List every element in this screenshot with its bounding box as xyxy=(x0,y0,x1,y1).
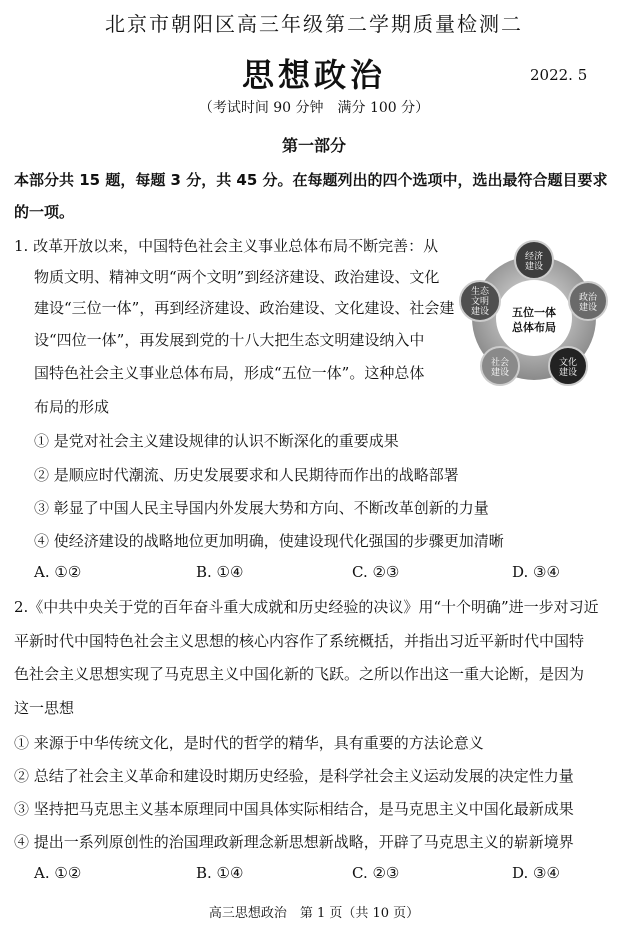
svg-text:建设: 建设 xyxy=(490,368,510,378)
subject-title: 思想政治 xyxy=(241,56,386,94)
svg-text:建设: 建设 xyxy=(470,307,490,317)
q1-choice-d[interactable]: D. ③④ xyxy=(512,563,560,581)
q1-stem-line: 1. 改革开放以来，中国特色社会主义事业总体布局不断完善：从 xyxy=(14,237,439,255)
svg-text:文化: 文化 xyxy=(558,358,578,368)
part-title: 第一部分 xyxy=(281,136,346,155)
q1-option: ① 是党对社会主义建设规律的认识不断深化的重要成果 xyxy=(34,432,399,450)
diagram-node-culture xyxy=(549,347,587,385)
svg-text:建设: 建设 xyxy=(524,262,544,272)
q2-stem-line: 2.《中共中央关于党的百年奋斗重大成就和历史经验的决议》用“十个明确”进一步对习近 xyxy=(14,598,599,616)
svg-text:建设: 建设 xyxy=(578,303,598,313)
q1-stem-line: 布局的形成 xyxy=(34,398,110,416)
q2-stem-line: 平新时代中国特色社会主义思想的核心内容作了系统概括，并指出习近平新时代中国特 xyxy=(14,632,585,650)
exam-info: （考试时间 90 分钟 满分 100 分） xyxy=(198,100,430,116)
q2-option: ② 总结了社会主义革命和建设时期历史经验，是科学社会主义运动发展的决定性力量 xyxy=(14,767,574,785)
diagram-center-line1: 五位一体 xyxy=(512,306,556,319)
exam-date: 2022. 5 xyxy=(530,66,588,84)
q2-option: ④ 提出一系列原创性的治国理政新理念新思想新战略，开辟了马克思主义的崭新境界 xyxy=(14,833,574,851)
q2-choice-a[interactable]: A. ①② xyxy=(34,864,82,882)
intro-line-2: 的一项。 xyxy=(14,203,75,221)
q2-stem-line: 色社会主义思想实现了马克思主义中国化新的飞跃。之所以作出这一重大论断，是因为 xyxy=(14,665,585,683)
svg-text:经济: 经济 xyxy=(524,252,544,262)
q2-choice-d[interactable]: D. ③④ xyxy=(512,864,560,882)
q1-stem-line: 建设“三位一体”，再到经济建设、政治建设、文化建设、社会建 xyxy=(34,299,455,317)
q1-option: ③ 彰显了中国人民主导国内外发展大势和方向、不断改革创新的力量 xyxy=(34,499,489,517)
svg-text:文明: 文明 xyxy=(470,297,490,307)
diagram-node-economy xyxy=(515,241,553,279)
q1-stem-line: 国特色社会主义事业总体布局，形成“五位一体”。这种总体 xyxy=(34,364,425,382)
svg-text:政治: 政治 xyxy=(578,293,598,303)
q1-option: ④ 使经济建设的战略地位更加明确，使建设现代化强国的步骤更加清晰 xyxy=(34,532,504,550)
intro-line-1: 本部分共 15 题，每题 3 分，共 45 分。在每题列出的四个选项中，选出最符合题目要求 xyxy=(14,171,608,189)
page-footer: 高三思想政治 第 1 页（共 10 页） xyxy=(208,906,420,921)
diagram-node-society xyxy=(481,347,519,385)
five-in-one-diagram xyxy=(452,238,612,393)
svg-text:生态: 生态 xyxy=(470,287,490,297)
diagram-node-politics xyxy=(569,282,607,320)
q1-choice-b[interactable]: B. ①④ xyxy=(196,563,244,581)
q1-stem-line: 设“四位一体”，再发展到党的十八大把生态文明建设纳入中 xyxy=(34,331,425,349)
q1-stem-line: 物质文明、精神文明“两个文明”到经济建设、政治建设、文化 xyxy=(34,268,440,286)
q1-option: ② 是顺应时代潮流、历史发展要求和人民期待而作出的战略部署 xyxy=(34,466,459,484)
svg-text:社会: 社会 xyxy=(490,358,510,368)
exam-header-title: 北京市朝阳区高三年级第二学期质量检测二 xyxy=(105,12,523,36)
diagram-center-line2: 总体布局 xyxy=(512,321,556,334)
q1-choice-a[interactable]: A. ①② xyxy=(34,563,82,581)
q2-option: ① 来源于中华传统文化，是时代的哲学的精华，具有重要的方法论意义 xyxy=(14,734,484,752)
q2-option: ③ 坚持把马克思主义基本原理同中国具体实际相结合，是马克思主义中国化最新成果 xyxy=(14,800,574,818)
q2-choice-c[interactable]: C. ②③ xyxy=(352,864,400,882)
q2-choice-b[interactable]: B. ①④ xyxy=(196,864,244,882)
q2-stem-line: 这一思想 xyxy=(14,699,75,717)
diagram-node-ecology xyxy=(460,281,500,321)
q1-choice-c[interactable]: C. ②③ xyxy=(352,563,400,581)
svg-text:建设: 建设 xyxy=(558,368,578,378)
